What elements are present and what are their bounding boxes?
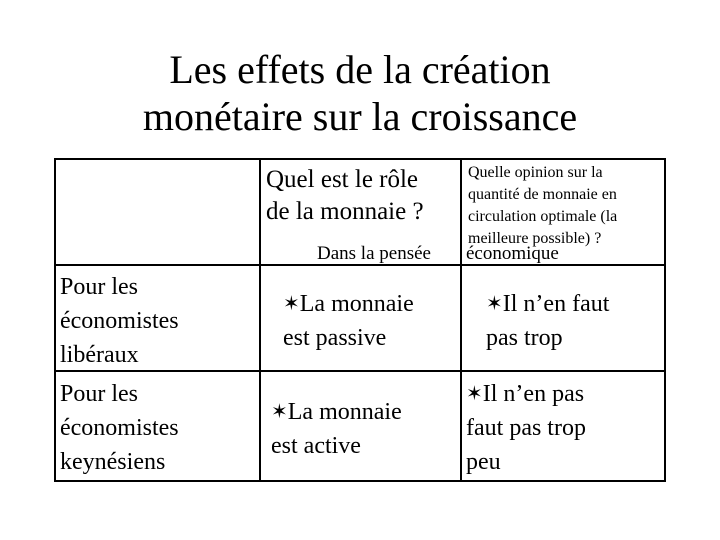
table-divider-col-2 <box>460 158 462 482</box>
header-caption-right: économique <box>466 243 559 264</box>
header-quantity-line-3: circulation optimale (la <box>468 208 618 225</box>
row-liberaux-quantity <box>486 287 609 355</box>
row-keynesiens-label-line-3: keynésiens <box>60 449 166 475</box>
row-keynesiens-quantity-line-2: faut pas trop <box>466 415 586 441</box>
title-line-2: monétaire sur la croissance <box>142 94 578 139</box>
row-liberaux-label-line-1: Pour les <box>60 274 138 300</box>
row-liberaux-role <box>283 287 414 355</box>
row-liberaux-quantity-line-1: Il n’en faut <box>502 291 610 317</box>
row-liberaux-label-line-2: économistes <box>60 308 179 334</box>
row-keynesiens-role-line-1: La monnaie <box>287 399 402 425</box>
row-keynesiens-label-line-1: Pour les <box>60 381 138 407</box>
row-liberaux-label <box>60 270 179 372</box>
row-keynesiens-quantity <box>466 377 586 479</box>
row-liberaux-role-line-2: est passive <box>283 325 387 351</box>
header-quantity-line-4: meilleure possible) ? <box>468 230 602 247</box>
page-title <box>0 46 720 140</box>
table-divider-col-1 <box>259 158 261 482</box>
row-keynesiens-role <box>271 395 402 463</box>
row-keynesiens-quantity-line-1: Il n’en pas <box>482 381 585 407</box>
star-bullet-icon: ✶ <box>466 383 483 405</box>
star-bullet-icon: ✶ <box>486 293 503 315</box>
header-role-line-1: Quel est le rôle <box>266 166 419 193</box>
header-quantity-line-2: quantité de monnaie en <box>468 186 617 203</box>
header-quantity-cell <box>468 162 617 250</box>
header-role-line-2: de la monnaie ? <box>266 198 424 225</box>
row-liberaux-role-line-1: La monnaie <box>299 291 414 317</box>
row-keynesiens-role-line-2: est active <box>271 433 361 459</box>
row-keynesiens-quantity-line-3: peu <box>466 449 501 475</box>
star-bullet-icon: ✶ <box>271 401 288 423</box>
title-line-1: Les effets de la création <box>169 47 551 92</box>
header-quantity-line-1: Quelle opinion sur la <box>468 164 603 181</box>
row-liberaux-quantity-line-2: pas trop <box>486 325 563 351</box>
star-bullet-icon: ✶ <box>283 293 300 315</box>
row-keynesiens-label-line-2: économistes <box>60 415 179 441</box>
header-caption-left: Dans la pensée <box>317 243 431 264</box>
row-liberaux-label-line-3: libéraux <box>60 342 139 368</box>
row-keynesiens-label <box>60 377 179 479</box>
header-role-cell <box>266 164 424 228</box>
